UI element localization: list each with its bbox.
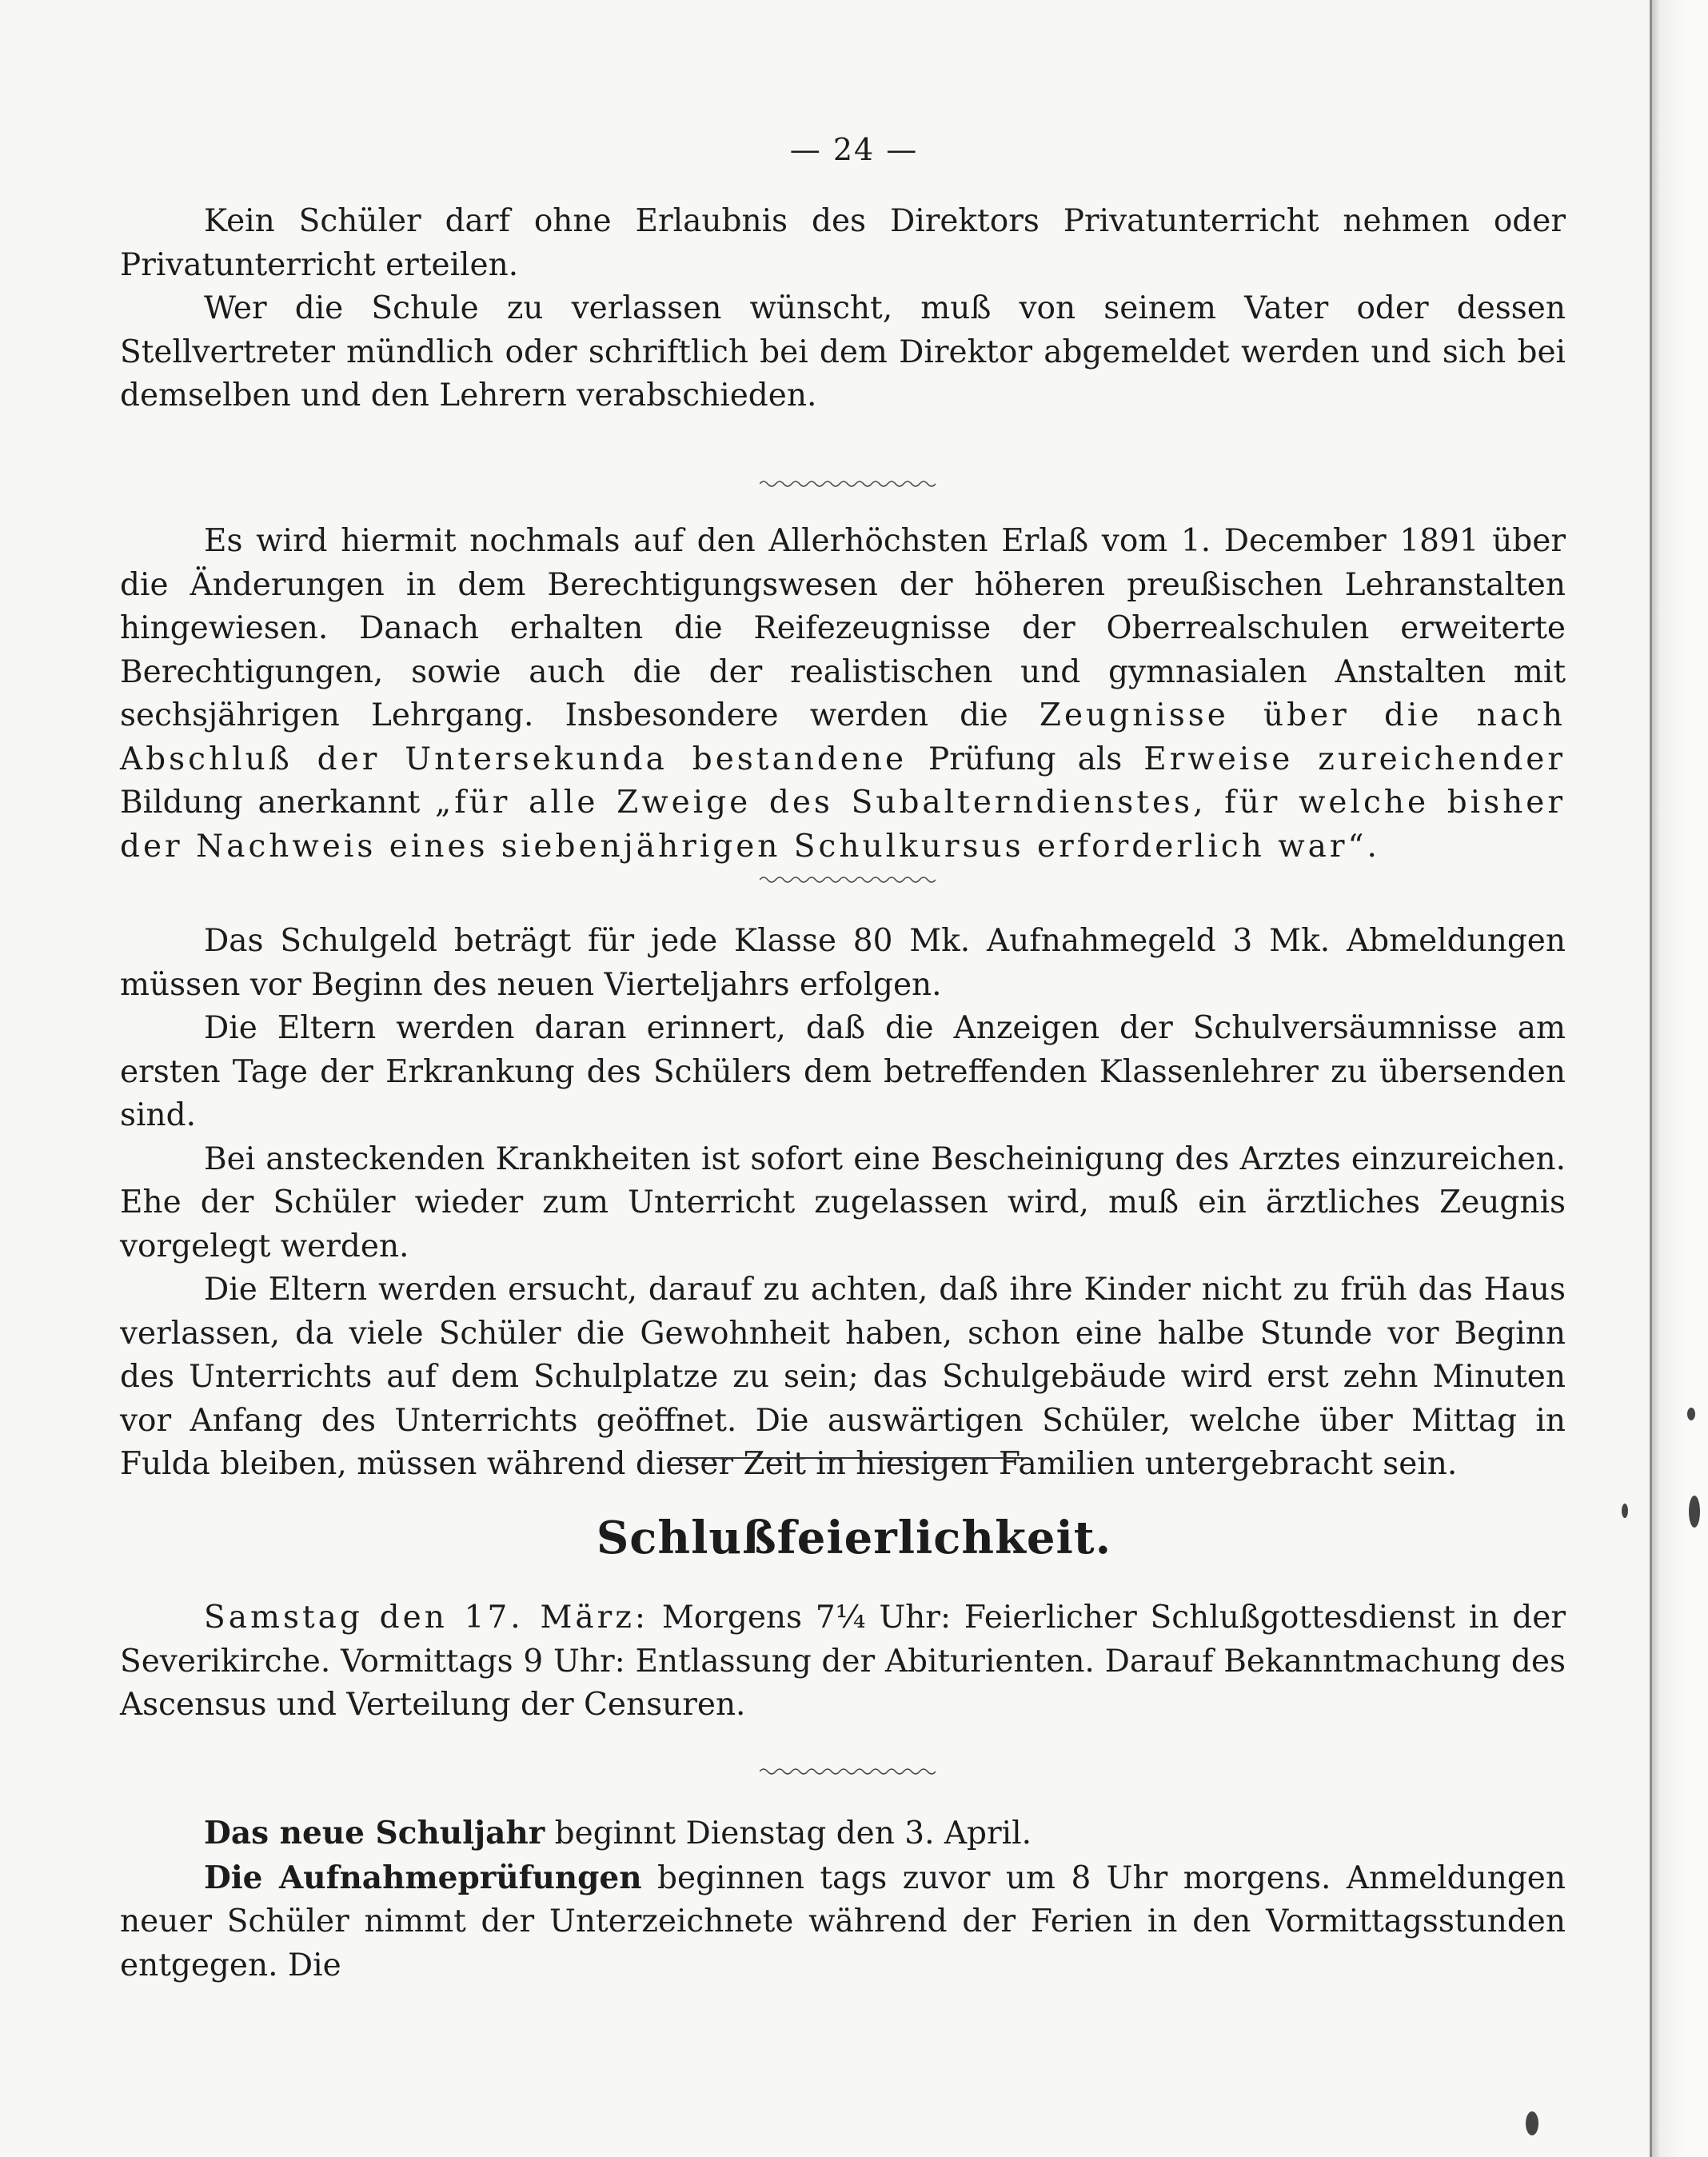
paragraph-block-3 (120, 920, 1566, 1487)
entrance-exams-lead: Die Aufnahmeprüfungen (204, 1859, 642, 1896)
new-school-year-lead: Das neue Schuljahr (204, 1815, 545, 1851)
paragraph-decree (120, 520, 1566, 869)
decorative-separator (760, 478, 936, 489)
scan-speck (1689, 1496, 1700, 1528)
page-edge-shadow (1650, 0, 1708, 2157)
paragraph-leaving-school: Wer die Schule zu verlassen wünscht, muß von seinem Vater oder dessen Stellvertreter mündlich oder schriftlich bei dem Direktor abgemeldet werden und sich bei demselben und den Lehrern verabschieden. (120, 290, 1566, 413)
paragraph-block-4 (120, 1596, 1566, 1728)
paragraph-block-2 (120, 520, 1566, 869)
decree-quote: „für alle Zweige des Subalterndienstes, für welche bisher der Nachweis eines siebenjährigen Schulkursus erforderlich war“. (120, 785, 1566, 865)
page-number: — 24 — (789, 132, 919, 167)
scan-speck (1687, 1408, 1695, 1420)
section-heading: Schlußfeierlichkeit. (596, 1512, 1112, 1564)
paragraph-contagious-diseases: Bei ansteckenden Krankheiten ist sofort eine Bescheinigung des Arztes einzureichen. Ehe der Schüler wieder zum Unterricht zugelassen wird, muß ein ärztliches Zeugnis vorgelegt werden. (120, 1140, 1566, 1264)
decree-spaced-text-2: Erweise zureichender (1143, 741, 1566, 777)
paragraph-private-lessons: Kein Schüler darf ohne Erlaubnis des Direktors Privatunterricht nehmen oder Privatunterricht erteilen. (120, 203, 1566, 283)
paragraph-entrance-exams (120, 1856, 1566, 1988)
decree-text-middle: Prüfung als (907, 741, 1144, 777)
paragraph-block-1 (120, 200, 1566, 418)
new-school-year-text: beginnt Dienstag den 3. April. (545, 1815, 1032, 1851)
decree-text-middle-2: Bildung anerkannt (120, 785, 436, 821)
paragraph-new-school-year (120, 1811, 1566, 1856)
scan-speck (1622, 1504, 1628, 1518)
decorative-separator (760, 874, 936, 885)
decree-text: Es wird hiermit nochmals auf den Allerhöchsten Erlaß vom 1. December 1891 über die Änderungen in dem Berechtigungswesen der höheren preußischen Lehranstalten hingewiesen. Danach erhalten die Reifezeugnisse der Oberrealschulen erweiterte Berechtigungen, sowie auch die der realistischen und gymnasialen Anstalten mit sechsjährigen Lehrgang. Insbesondere werden die (120, 523, 1566, 733)
ceremony-text: Morgens 7¼ Uhr: Feierlicher Schlußgottesdienst in der Severikirche. Vormittags 9 Uhr: Entlassung der Abiturienten. Darauf Bekanntmachung des Ascensus und Verteilung der Censuren. (120, 1600, 1566, 1723)
paragraph-block-5 (120, 1811, 1566, 1987)
paragraph-arrival-time: Die Eltern werden ersucht, darauf zu achten, daß ihre Kinder nicht zu früh das Haus verlassen, da viele Schüler die Gewohnheit haben, schon eine halbe Stunde vor Beginn des Unterrichts auf dem Schulplatze zu sein; das Schulgebäude wird erst zehn Minuten vor Anfang des Unterrichts geöffnet. Die auswärtigen Schüler, welche über Mittag in Fulda bleiben, müssen während dieser Zeit in hiesigen Familien untergebracht sein. (120, 1272, 1566, 1482)
section-divider (680, 1457, 1024, 1459)
decree-spaced-text: Zeugnisse über die nach Abschluß der Untersekunda bestandene (120, 697, 1566, 777)
scan-speck (1526, 2111, 1538, 2135)
entrance-exams-text: beginnen tags zuvor um 8 Uhr morgens. Anmeldungen neuer Schüler nimmt der Unterzeichnete während der Ferien in den Vormittagsstunden entgegen. Die (120, 1859, 1566, 1983)
decorative-separator (760, 1766, 936, 1777)
paragraph-absence-notice: Die Eltern werden daran erinnert, daß die Anzeigen der Schulversäumnisse am ersten Tage der Erkrankung des Schülers dem betreffenden Klassenlehrer zu übersenden sind. (120, 1010, 1566, 1133)
paragraph-ceremony (120, 1596, 1566, 1728)
ceremony-date: Samstag den 17. März: (204, 1600, 649, 1636)
paragraph-school-fees: Das Schulgeld beträgt für jede Klasse 80 Mk. Aufnahmegeld 3 Mk. Abmeldungen müssen vor Beginn des neuen Vierteljahrs erfolgen. (120, 923, 1566, 1003)
